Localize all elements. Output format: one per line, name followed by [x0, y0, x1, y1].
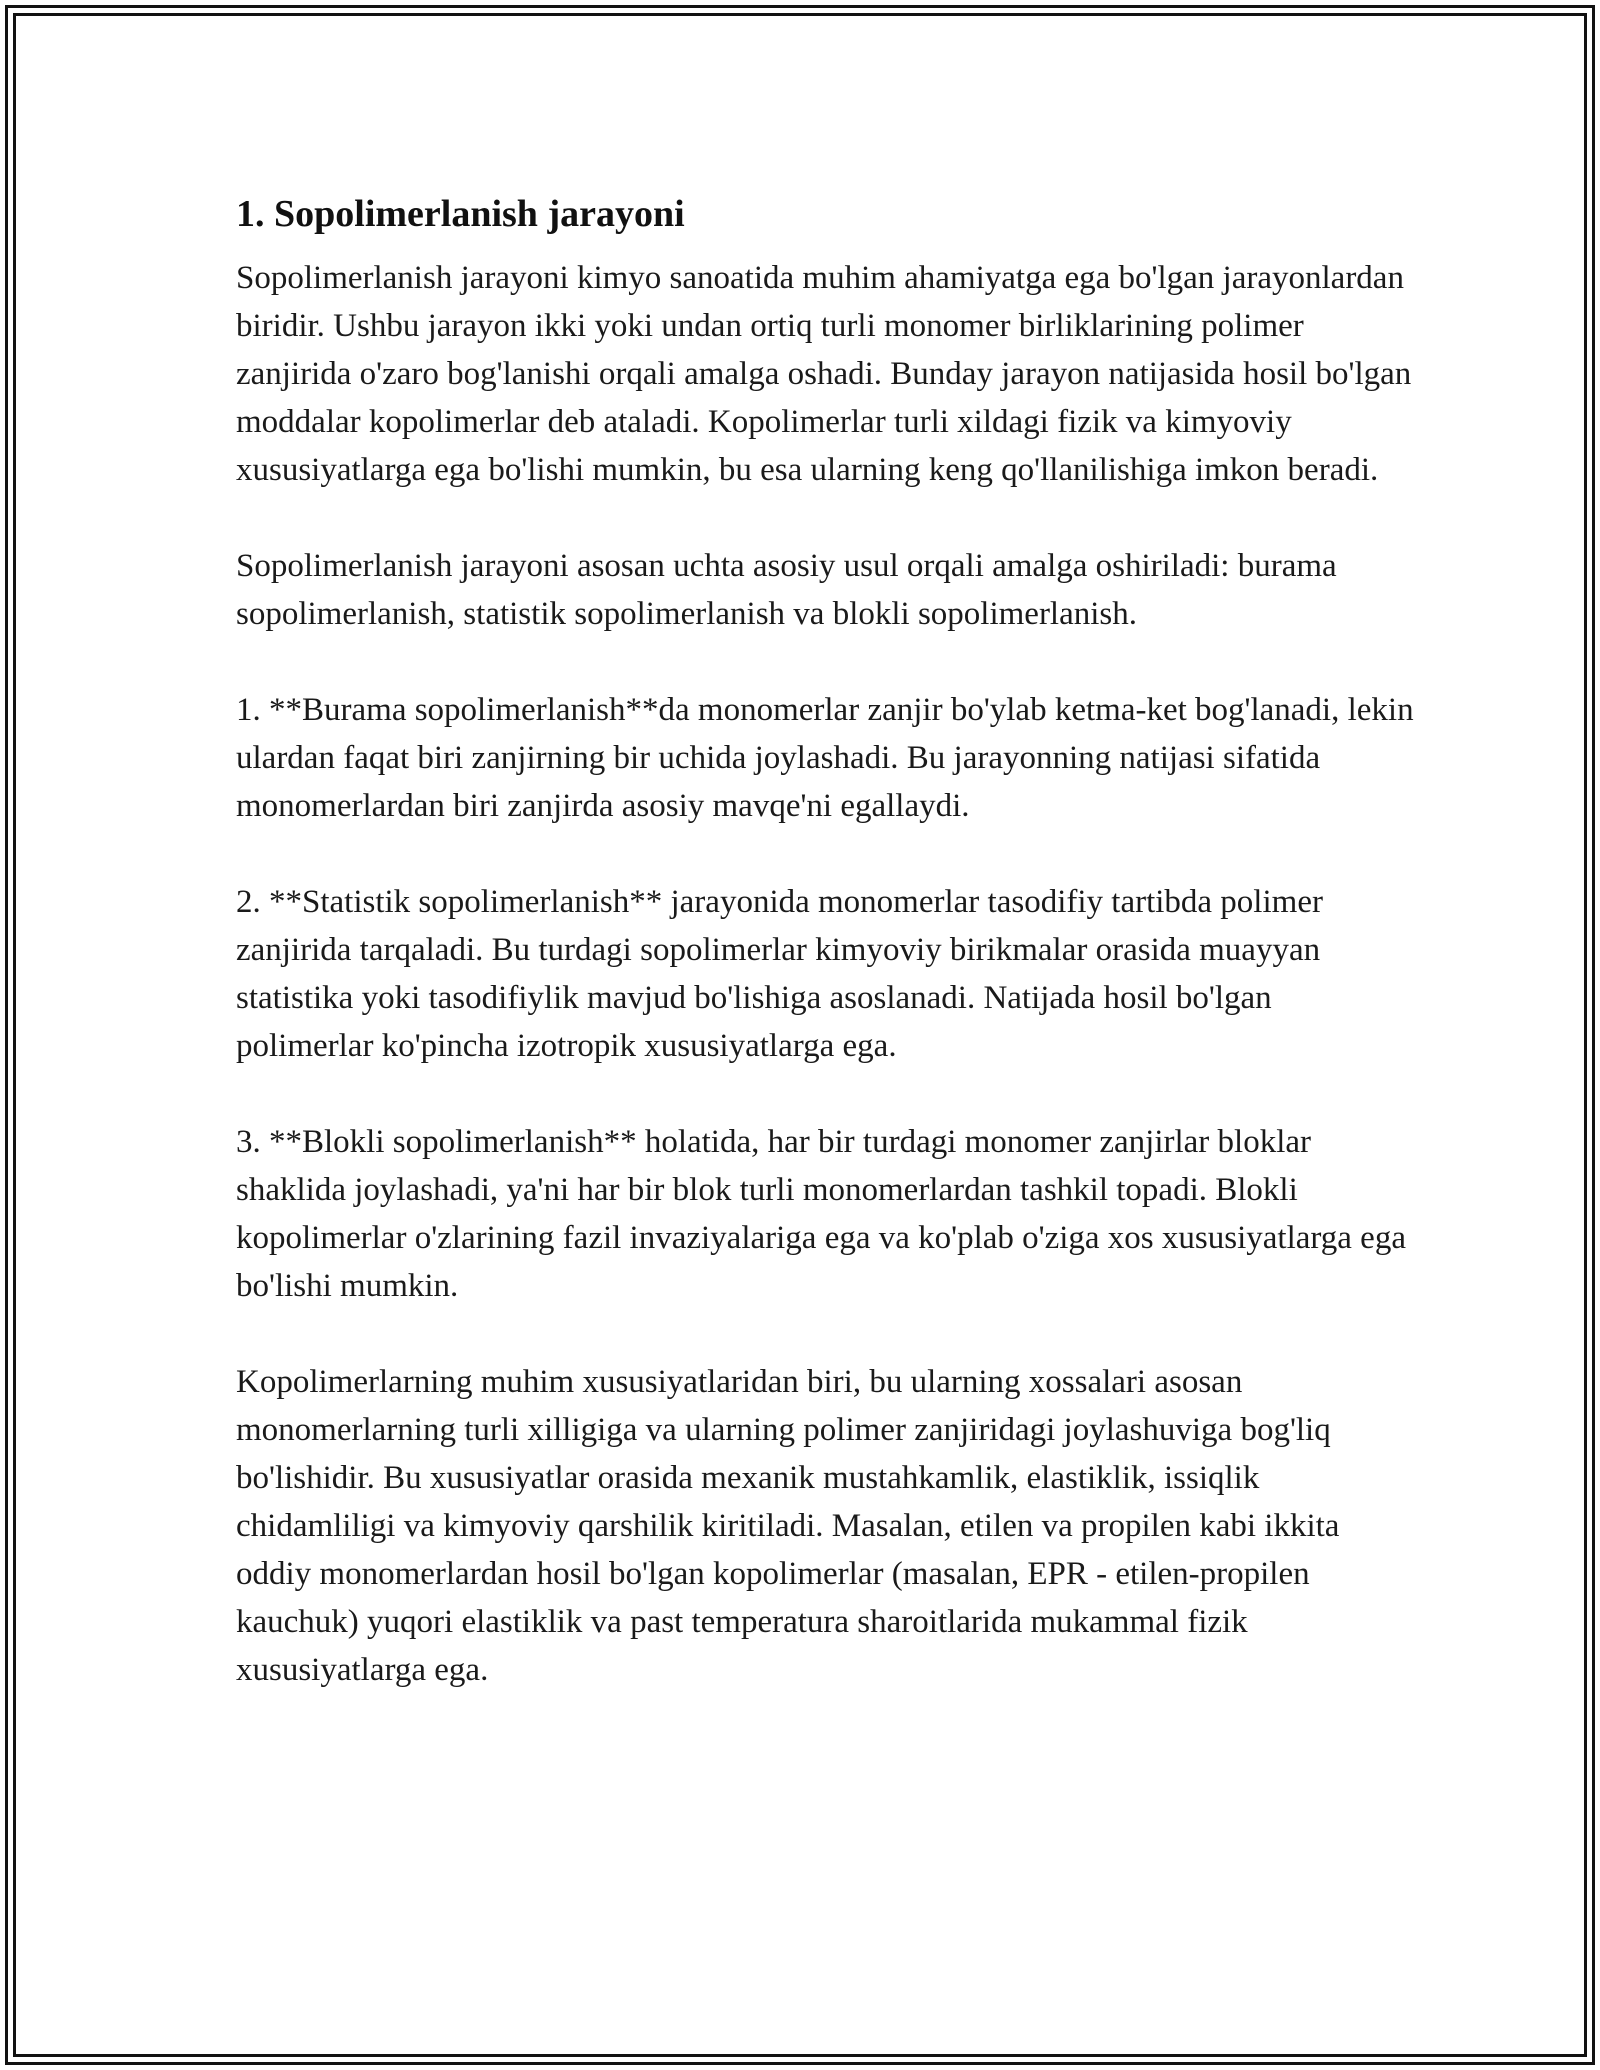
paragraph-methods: Sopolimerlanish jarayoni asosan uchta asosiy usul orqali amalga oshiriladi: burama sopolimerlanish, statistik sopolimerlanish va blokli sopolimerlanish.	[236, 548, 1337, 632]
paragraph-method-1: 1. **Burama sopolimerlanish**da monomerlar zanjir bo'ylab ketma-ket bog'lanadi, lekin ulardan faqat biri zanjirning bir uchida joylashadi. Bu jarayonning natijasi sifatida monomerlardan biri zanjirda asosiy mavqe'ni egallaydi.	[236, 692, 1414, 824]
paragraph-intro: Sopolimerlanish jarayoni kimyo sanoatida muhim ahamiyatga ega bo'lgan jarayonlardan biridir. Ushbu jarayon ikki yoki undan ortiq turli monomer birliklarining polimer zanjirida o'zaro bog'lanishi orqali amalga oshadi. Bunday jarayon natijasida hosil bo'lgan moddalar kopolimerlar deb ataladi. Kopolimerlar turli xildagi fizik va kimyoviy xususiyatlarga ega bo'lishi mumkin, bu esa ularning keng qo'llanilishiga imkon beradi.	[236, 260, 1412, 488]
section-title: 1. Sopolimerlanish jarayoni	[236, 193, 685, 235]
paragraph-method-3: 3. **Blokli sopolimerlanish** holatida, har bir turdagi monomer zanjirlar bloklar shaklida joylashadi, ya'ni har bir blok turli monomerlardan tashkil topadi. Blokli kopolimerlar o'zlarining fazil invaziyalariga ega va ko'plab o'ziga xos xususiyatlarga ega bo'lishi mumkin.	[236, 1124, 1406, 1304]
document-body	[236, 188, 1416, 1694]
paragraph-method-2: 2. **Statistik sopolimerlanish** jarayonida monomerlar tasodifiy tartibda polimer zanjirida tarqaladi. Bu turdagi sopolimerlar kimyoviy birikmalar orasida muayyan statistika yoki tasodifiylik mavjud bo'lishiga asoslanadi. Natijada hosil bo'lgan polimerlar ko'pincha izotropik xususiyatlarga ega.	[236, 884, 1323, 1064]
paragraph-properties: Kopolimerlarning muhim xususiyatlaridan biri, bu ularning xossalari asosan monomerlarning turli xilligiga va ularning polimer zanjiridagi joylashuviga bog'liq bo'lishidir. Bu xususiyatlar orasida mexanik mustahkamlik, elastiklik, issiqlik chidamliligi va kimyoviy qarshilik kiritiladi. Masalan, etilen va propilen kabi ikkita oddiy monomerlardan hosil bo'lgan kopolimerlar (masalan, EPR - etilen-propilen kauchuk) yuqori elastiklik va past temperatura sharoitlarida mukammal fizik xususiyatlarga ega.	[236, 1364, 1340, 1688]
